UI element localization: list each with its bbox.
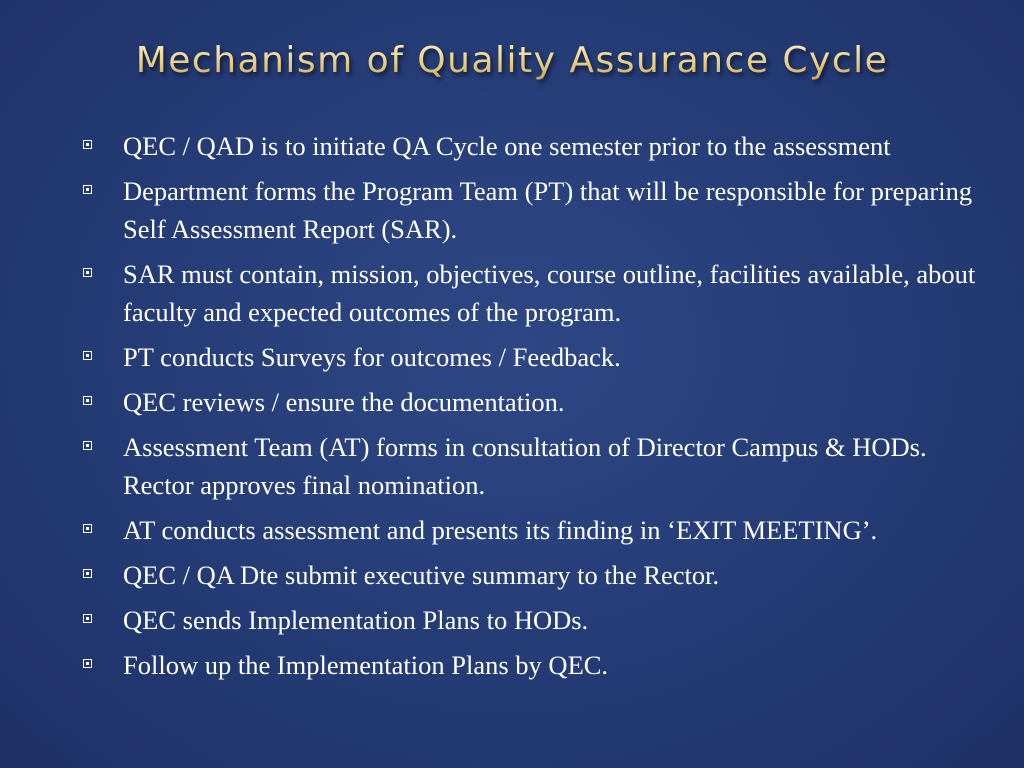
bullet-text: QEC / QAD is to initiate QA Cycle one semester prior to the assessment [123,131,891,161]
bullet-text: SAR must contain, mission, objectives, course outline, facilities available, about faculty and expected outcomes of the program. [123,259,976,327]
bullet-item [78,428,978,504]
bullet-item [78,255,978,331]
square-bullet-icon [83,524,92,533]
bullet-text: Department forms the Program Team (PT) that will be responsible for preparing Self Assessment Report (SAR). [123,176,973,244]
square-bullet-icon [83,351,92,360]
bullet-item [78,338,978,376]
square-bullet-icon [83,185,92,194]
bullet-text: Assessment Team (AT) forms in consultation of Director Campus & HODs. Rector approves final nomination. [123,432,927,500]
bullet-item [78,511,978,549]
square-bullet-icon [83,268,92,277]
bullet-list [78,127,978,691]
bullet-item [78,172,978,248]
bullet-item [78,127,978,165]
bullet-text: AT conducts assessment and presents its finding in ‘EXIT MEETING’. [123,515,878,545]
bullet-item [78,383,978,421]
bullet-item [78,556,978,594]
bullet-text: Follow up the Implementation Plans by QEC. [123,650,609,680]
square-bullet-icon [83,614,92,623]
bullet-text: QEC reviews / ensure the documentation. [123,387,565,417]
bullet-text: PT conducts Surveys for outcomes / Feedback. [123,342,621,372]
square-bullet-icon [83,569,92,578]
square-bullet-icon [83,396,92,405]
bullet-item [78,601,978,639]
bullet-text: QEC / QA Dte submit executive summary to the Rector. [123,560,720,590]
square-bullet-icon [83,441,92,450]
slide-title: Mechanism of Quality Assurance Cycle [0,40,1024,81]
bullet-item [78,646,978,684]
square-bullet-icon [83,659,92,668]
bullet-text: QEC sends Implementation Plans to HODs. [123,605,589,635]
square-bullet-icon [83,140,92,149]
